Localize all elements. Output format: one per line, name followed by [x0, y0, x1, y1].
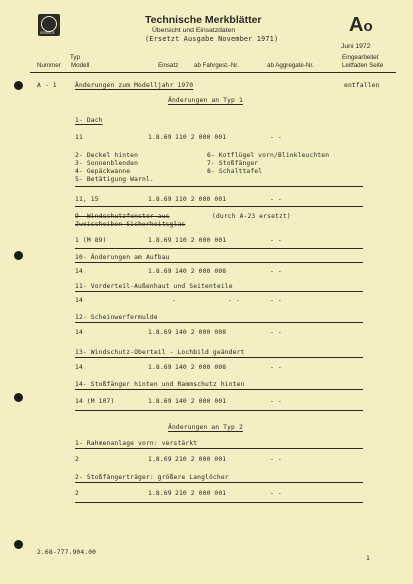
binder-hole-4: [14, 540, 23, 549]
row-typ: 14 (M 107): [75, 398, 115, 405]
binder-hole-3: [14, 393, 23, 402]
col-header-typ: Typ: [70, 54, 80, 61]
row-aggregate: - -: [270, 297, 282, 304]
section-divider: [75, 389, 363, 390]
entry-status: entfallen: [344, 82, 380, 89]
section-title: 13- Windschutz-Oberteil - Lochbild geändert: [75, 349, 245, 356]
row-einsatz: 1.8.69: [148, 329, 172, 336]
row-typ: 11: [75, 134, 83, 141]
row-aggregate: - -: [270, 490, 282, 497]
row-fahrgestell: 210 2 000 001: [175, 456, 227, 463]
row-fahrgestell: 140 2 000 001: [175, 398, 227, 405]
section-title: 12- Scheinwerfermulde: [75, 314, 158, 321]
entry-number: A - 1: [37, 82, 57, 89]
col-header-fahrgestell: ab Fahrgest.-Nr.: [194, 62, 239, 69]
row-aggregate: - -: [270, 134, 282, 141]
replaces-note: (Ersetzt Ausgabe November 1971): [145, 35, 279, 43]
row-einsatz: 1.8.69: [148, 398, 172, 405]
col-header-einsatz: Einsatz: [158, 62, 179, 69]
sheet-code: Ao: [349, 14, 373, 36]
row-einsatz: 1.8.69: [148, 237, 172, 244]
section-divider: [75, 502, 363, 503]
col-header-modell: Modell: [71, 62, 90, 69]
row-einsatz: -: [172, 297, 176, 304]
replacement-note: (durch A-23 ersetzt): [212, 213, 291, 220]
section-divider: [75, 322, 363, 323]
section-divider: [75, 248, 363, 249]
section-title: 1- Dach: [75, 117, 103, 124]
row-aggregate: - -: [270, 237, 282, 244]
col-header-leitfaden: Leitfaden Seite: [342, 62, 384, 69]
section-divider: [75, 291, 363, 292]
document-number: 2.68-777.904.00: [37, 549, 97, 556]
row-einsatz: 1.8.69: [148, 268, 172, 275]
list-item: 4- Gepäckwanne: [75, 168, 131, 175]
header-divider: [30, 72, 396, 73]
row-fahrgestell: 110 2 000 001: [175, 196, 227, 203]
row-aggregate: - -: [270, 329, 282, 336]
entry-title: Änderungen zum Modelljahr 1970: [75, 82, 194, 89]
typ1-heading: Änderungen an Typ 1: [168, 97, 243, 104]
page-number: 1: [366, 555, 370, 562]
list-item: 3- Sonnenblenden: [75, 160, 139, 167]
row-einsatz: 1.8.69: [148, 196, 172, 203]
page-title: Technische Merkblätter: [145, 14, 262, 26]
row-aggregate: - -: [270, 268, 282, 275]
section-divider: [75, 186, 363, 187]
binder-hole-1: [14, 81, 23, 90]
row-aggregate: - -: [270, 364, 282, 371]
row-typ: 2: [75, 456, 79, 463]
row-fahrgestell: 140 2 000 008: [175, 364, 227, 371]
row-fahrgestell: 110 2 000 001: [175, 134, 227, 141]
row-fahrgestell: 110 2 000 001: [175, 237, 227, 244]
section-title-struck: Zweischeiben-Sicherheitsglas: [75, 221, 186, 228]
row-typ: 1 (M 89): [75, 237, 107, 244]
issue-date: Juni 1972: [341, 43, 371, 50]
row-einsatz: 1.8.69: [148, 364, 172, 371]
page-subtitle: Übersicht und Einsatzdaten: [152, 27, 236, 34]
list-item: 2- Deckel hinten: [75, 152, 139, 159]
row-typ: 2: [75, 490, 79, 497]
section-title-struck: 9- Windschutzfenster aus: [75, 213, 170, 220]
row-typ: 14: [75, 329, 83, 336]
section-title: 2- Stoßfängerträger: größere Langlöcher: [75, 474, 229, 481]
list-item: 5- Betätigung Warnl.: [75, 176, 154, 183]
row-einsatz: 1.8.69: [148, 456, 172, 463]
section-title: 11- Vorderteil-Außenhaut und Seitenteile: [75, 283, 233, 290]
row-fahrgestell: 140 2 000 008: [175, 329, 227, 336]
list-item: 6- Kotflügel vorn/Blinkleuchten: [207, 152, 330, 159]
vw-logo-icon: SERVICE: [38, 14, 60, 36]
list-item: 8- Schalttafel: [207, 168, 263, 175]
section-title: 10- Änderungen am Aufbau: [75, 254, 170, 261]
section-divider: [75, 357, 363, 358]
section-title: 14- Stoßfänger hinten und Rammschutz hinten: [75, 381, 245, 388]
binder-hole-2: [14, 251, 23, 260]
row-fahrgestell: - -: [228, 297, 240, 304]
row-typ: 14: [75, 268, 83, 275]
list-item: 7- Stoßfänger: [207, 160, 259, 167]
row-aggregate: - -: [270, 398, 282, 405]
section-divider: [75, 482, 363, 483]
row-typ: 14: [75, 364, 83, 371]
row-aggregate: - -: [270, 196, 282, 203]
section-divider: [75, 448, 363, 449]
col-header-eingearbeitet: Eingearbeitet: [342, 54, 379, 61]
row-aggregate: - -: [270, 456, 282, 463]
row-einsatz: 1.8.69: [148, 490, 172, 497]
col-header-aggregate: ab Aggregate-Nr.: [267, 62, 314, 69]
section-divider: [75, 262, 363, 263]
section-divider: [75, 206, 363, 207]
section-title: 1- Rahmenanlage vorn: verstärkt: [75, 440, 198, 447]
row-fahrgestell: 140 2 000 008: [175, 268, 227, 275]
row-fahrgestell: 210 2 000 001: [175, 490, 227, 497]
typ2-heading: Änderungen an Typ 2: [168, 424, 243, 431]
col-header-nummer: Nummer: [37, 62, 61, 69]
section-divider: [75, 410, 363, 411]
row-typ: 14: [75, 297, 83, 304]
row-typ: 11, 15: [75, 196, 99, 203]
row-einsatz: 1.8.69: [148, 134, 172, 141]
